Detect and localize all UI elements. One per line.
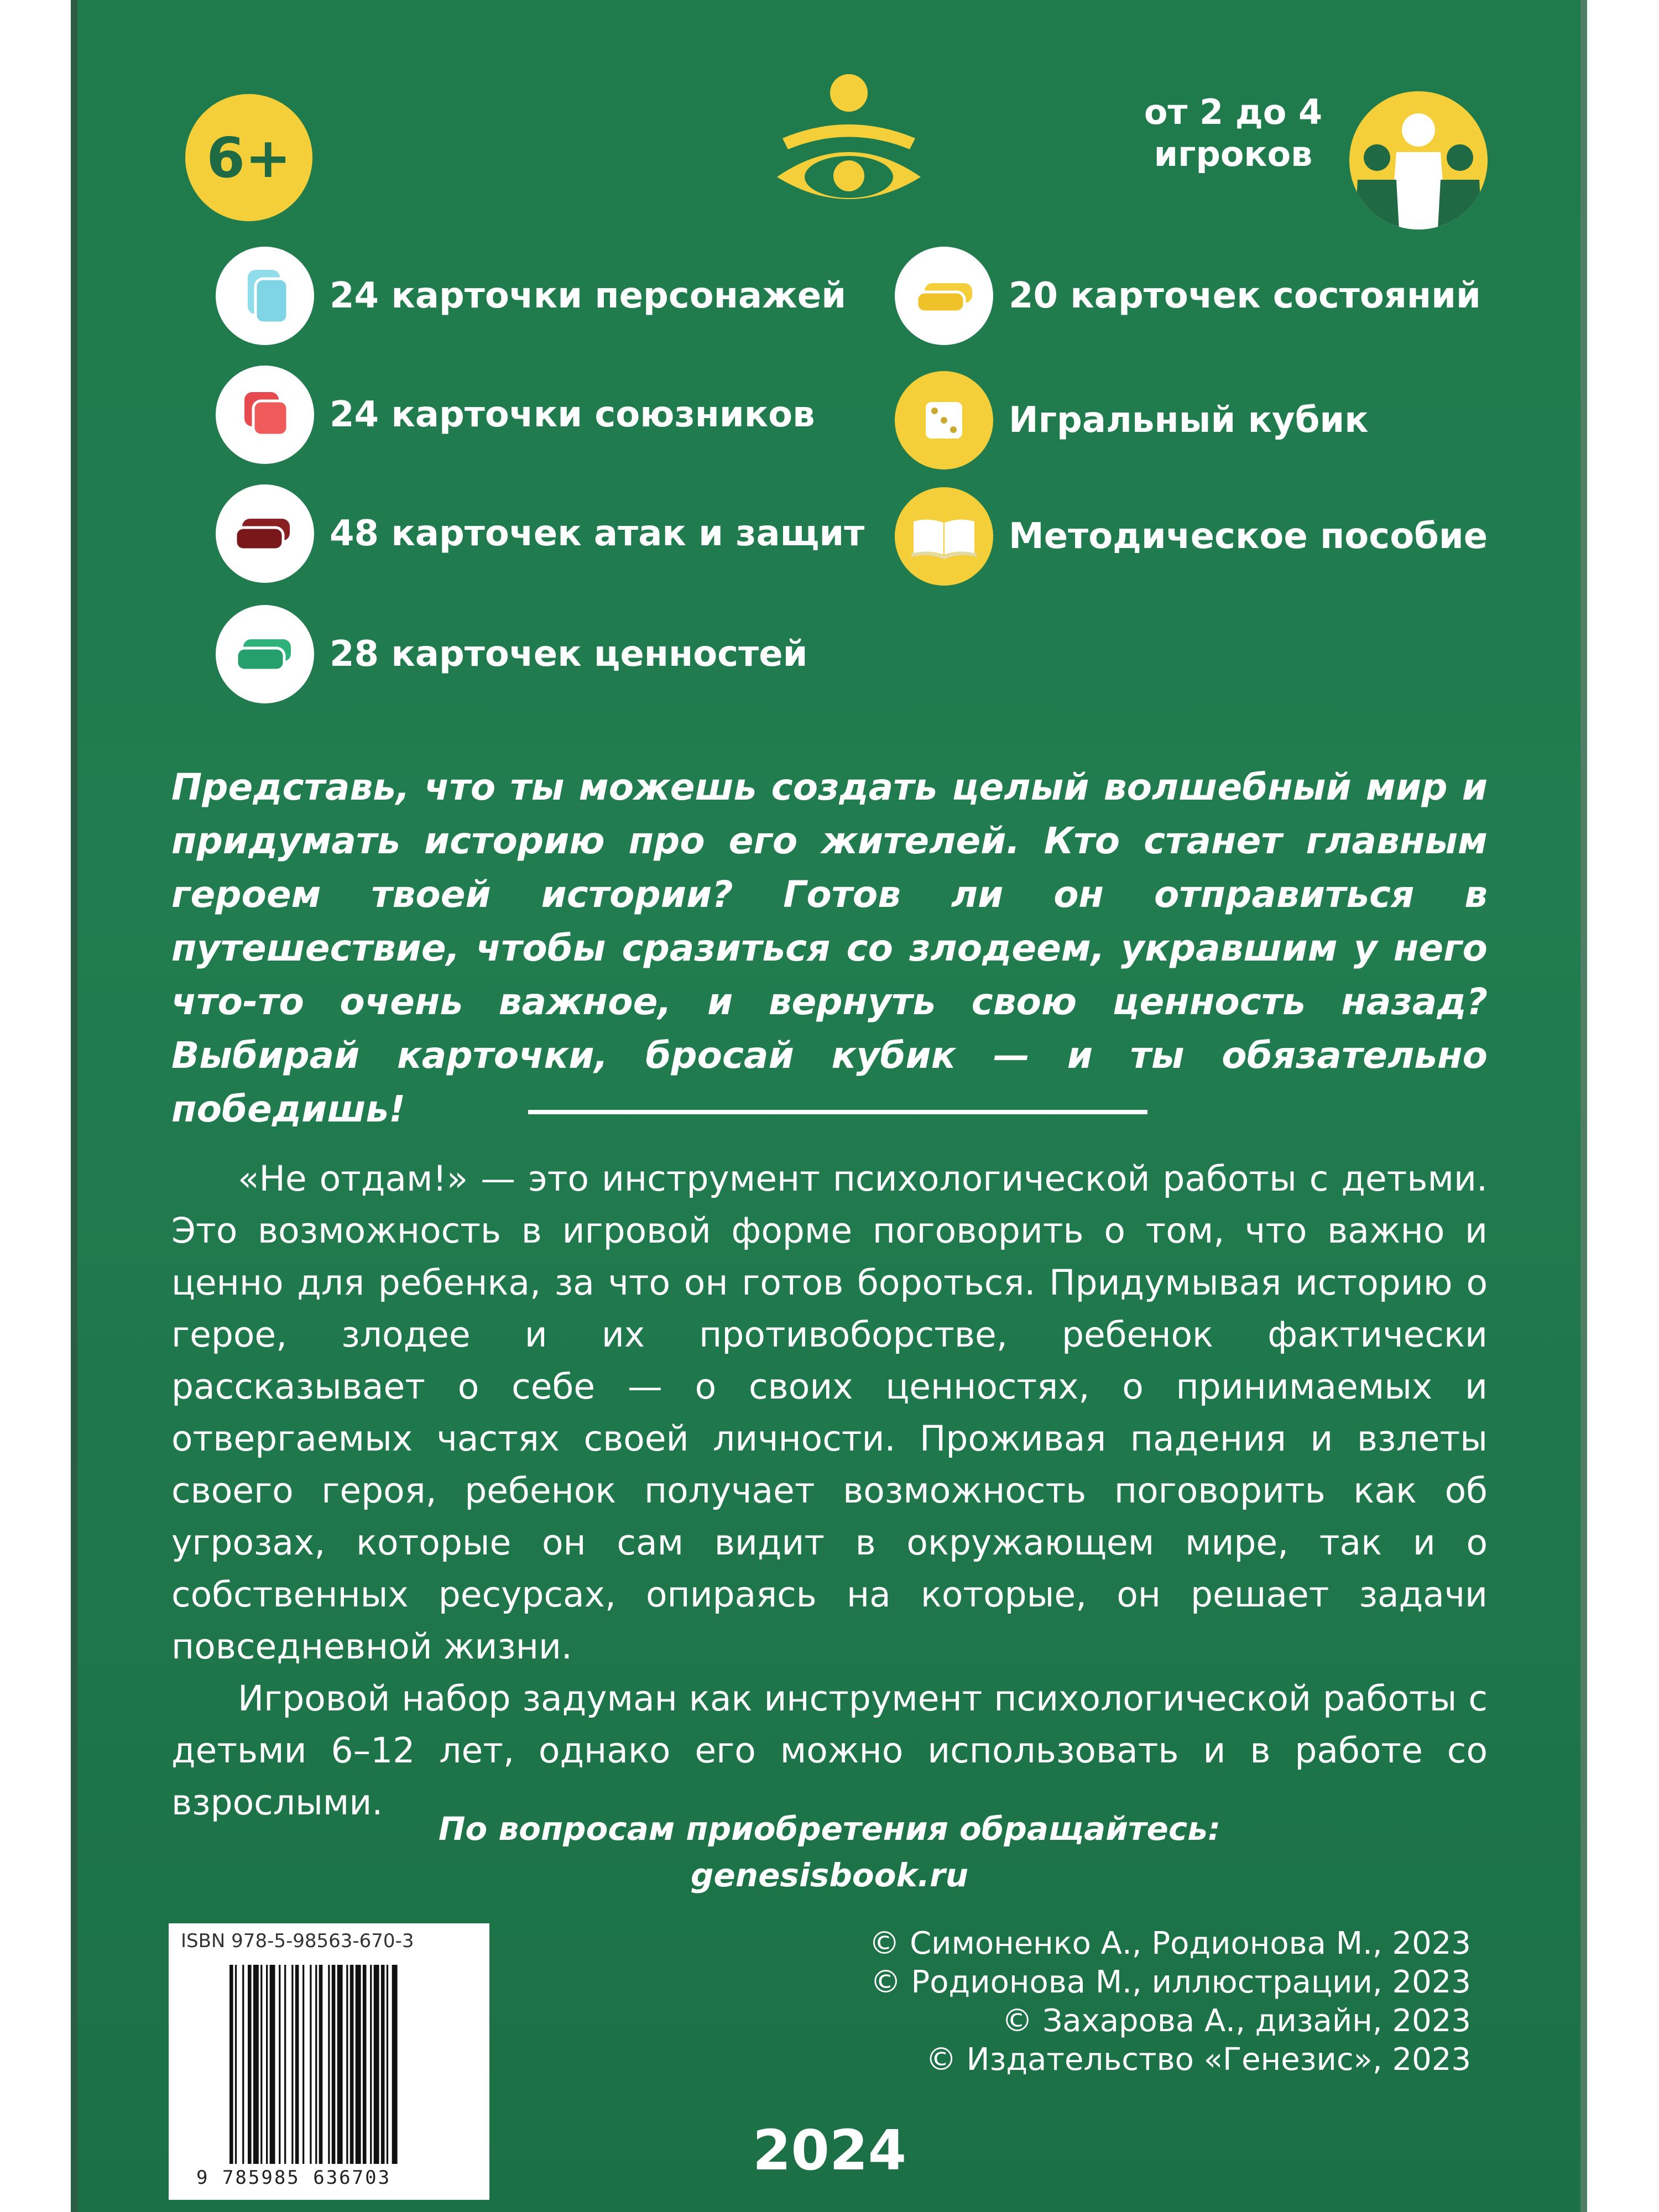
component-state-cards: [895, 243, 1481, 348]
barcode-icon: [229, 1965, 473, 2164]
maroon-cards-icon: [216, 484, 314, 583]
component-label: 24 карточки персонажей: [330, 275, 847, 316]
dice-icon: [895, 371, 993, 469]
copyright-line: © Симоненко А., Родионова М., 2023: [869, 1926, 1471, 1961]
copyright-line: © Издательство «Генезис», 2023: [925, 2042, 1471, 2078]
component-label: 48 карточек атак и защит: [330, 513, 865, 554]
book-icon: [895, 487, 993, 586]
description: [171, 1153, 1488, 1829]
publication-year: 2024: [752, 2118, 907, 2183]
component-label: 24 карточки союзников: [330, 394, 815, 435]
component-label: 28 карточек ценностей: [330, 634, 808, 675]
contact-info: [387, 1806, 1272, 1898]
age-badge: 6+: [185, 94, 312, 221]
component-label: 20 карточек состояний: [1009, 275, 1481, 316]
isbn-barcode-block: [169, 1923, 489, 2200]
teal-cards-icon: [216, 247, 314, 345]
contact-line: По вопросам приобретения обращайтесь:: [438, 1810, 1221, 1848]
component-label: Игральный кубик: [1009, 400, 1369, 441]
barcode-digits: 9 785985 636703: [196, 2167, 392, 2189]
component-manual: [895, 484, 1488, 589]
players-line-2: игроков: [1154, 134, 1313, 174]
yellow-cards-icon: [895, 247, 993, 345]
copyright-line: © Захарова А., дизайн, 2023: [1001, 2003, 1471, 2039]
component-value-cards: [216, 602, 807, 707]
component-ally-cards: [216, 362, 815, 467]
website-link[interactable]: genesisbook.ru: [690, 1856, 969, 1894]
copyright-line: © Родионова М., иллюстрации, 2023: [870, 1964, 1471, 2000]
green-cards-icon: [216, 605, 314, 703]
red-cards-icon: [216, 366, 314, 464]
players-count-label: [1106, 91, 1360, 175]
component-label: Методическое пособие: [1009, 516, 1488, 557]
box-right-edge: [1580, 0, 1587, 2212]
divider: [528, 1110, 1147, 1114]
component-character-cards: [216, 243, 846, 348]
isbn-number: ISBN 978-5-98563-670-3: [181, 1930, 414, 1952]
players-icon: [1349, 91, 1488, 229]
intro-text: Представь, что ты можешь создать целый волшебный мир и придумать историю про его жителей. Кто станет главным героем твоей истории? Готов ли он отправиться в путешествие, чтобы сразиться со злодеем, укравшим у него что-то очень важное, и вернуть свою ценность назад? Выбирай карточки, бросай кубик — и ты обязательно победишь!: [171, 766, 1488, 1130]
component-dice: [895, 368, 1369, 473]
publisher-logo-icon: [771, 72, 926, 216]
players-line-1: от 2 до 4: [1144, 92, 1323, 132]
description-paragraph-1: «Не отдам!» — это инструмент психологической работы с детьми. Это возможность в игровой форме поговорить о том, что важно и ценно для ребенка, за что он готов бороться. Придумывая историю о герое, злодее и их противоборстве, ребенок фактически рассказывает о себе — о своих ценностях, о принимаемых и отвергаемых частях своей личности. Проживая падения и взлеты своего героя, ребенок получает возможность поговорить как об угрозах, которые он сам видит в окружающем мире, так и о собственных ресурсах, опираясь на которые, он решает задачи повседневной жизни.: [171, 1159, 1488, 1667]
component-attack-defense-cards: [216, 481, 864, 586]
copyright-block: [719, 1924, 1471, 2079]
description-paragraph-2: Игровой набор задуман как инструмент психологической работы с детьми 6–12 лет, однако его можно использовать и в работе со взрослыми.: [171, 1678, 1488, 1823]
